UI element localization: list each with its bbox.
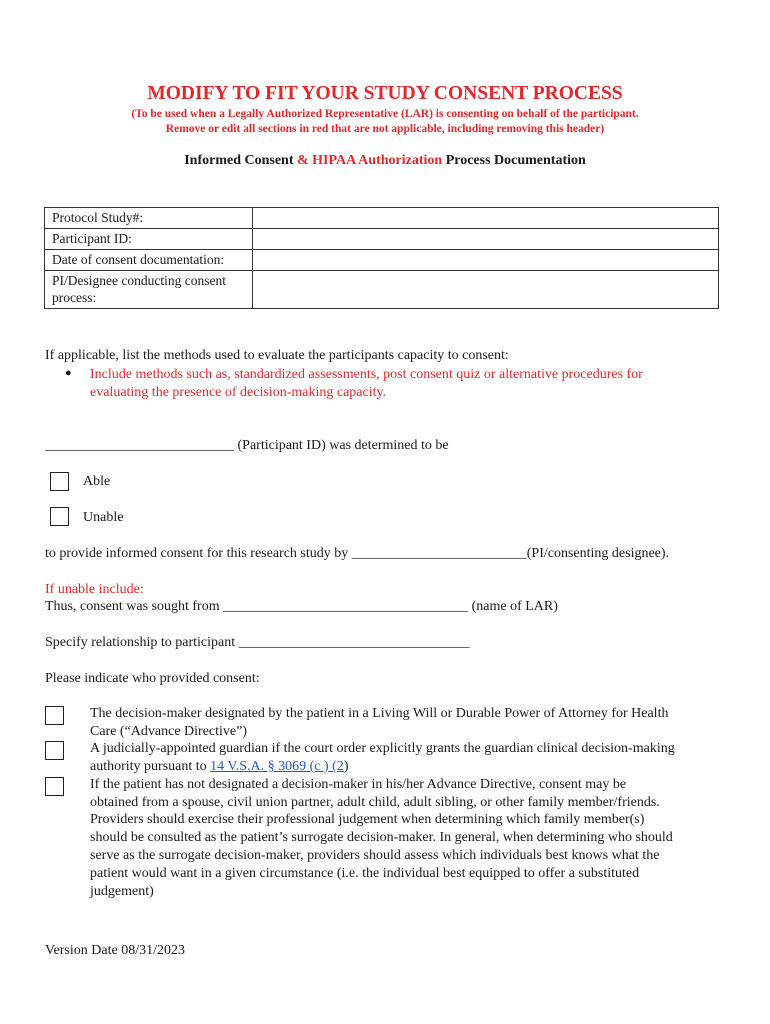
header-instruction-line-2: Remove or edit all sections in red that are not applicable, including removing this header) <box>165 123 605 135</box>
document-heading <box>0 153 770 169</box>
indicate-consent-prompt: Please indicate who provided consent: <box>45 671 260 686</box>
participant-id-label: Participant ID: <box>45 229 253 250</box>
advance-directive-checkbox[interactable] <box>45 706 64 725</box>
lar-sought-line: Thus, consent was sought from ___________________________________ (name of LAR) <box>45 599 558 614</box>
provide-consent-line: to provide informed consent for this research study by _________________________(PI/consenting designee). <box>45 546 670 561</box>
heading-part-hipaa: & HIPAA Authorization <box>296 153 443 168</box>
protocol-study-label: Protocol Study#: <box>45 208 253 229</box>
table-row <box>45 208 719 229</box>
capacity-intro: If applicable, list the methods used to evaluate the participants capacity to consent: <box>45 348 509 363</box>
surrogate-checkbox[interactable] <box>45 777 64 796</box>
table-row <box>45 250 719 271</box>
consent-date-field[interactable] <box>253 250 719 271</box>
bullet-icon: ● <box>65 367 72 379</box>
unable-checkbox[interactable] <box>50 507 69 526</box>
study-info-table <box>44 207 719 309</box>
option-advance-directive-line-2: Care (“Advance Directive”) <box>90 724 248 739</box>
table-row <box>45 271 719 309</box>
statute-link[interactable]: 14 V.S.A. § 3069 (c ) (2 <box>210 759 344 774</box>
option-surrogate-line-5: serve as the surrogate decision-maker, providers should assess which individuals best knows what the <box>90 848 660 863</box>
option-advance-directive-line-1: The decision-maker designated by the patient in a Living Will or Durable Power of Attorney for Health <box>90 706 669 721</box>
guardian-authority-prefix: authority pursuant to <box>90 759 211 774</box>
guardian-checkbox[interactable] <box>45 741 64 760</box>
participant-id-field[interactable] <box>253 229 719 250</box>
pi-designee-label: PI/Designee conducting consent process: <box>45 271 253 309</box>
page-title: MODIFY TO FIT YOUR STUDY CONSENT PROCESS <box>147 83 623 104</box>
option-guardian-line-1: A judicially-appointed guardian if the court order explicitly grants the guardian clinical decision-making <box>90 741 675 756</box>
table-row <box>45 229 719 250</box>
capacity-bullet-line-2: evaluating the presence of decision-making capacity. <box>90 385 387 400</box>
heading-part-process: Process Documentation <box>442 153 586 168</box>
determination-line: ___________________________ (Participant ID) was determined to be <box>45 438 449 453</box>
heading-part-consent: Informed Consent <box>184 153 297 168</box>
relationship-line: Specify relationship to participant _________________________________ <box>45 635 470 650</box>
option-surrogate-line-4: should be consulted as the patient’s surrogate decision-maker. In general, when determining who should <box>90 830 673 845</box>
consent-date-label: Date of consent documentation: <box>45 250 253 271</box>
unable-label: Unable <box>83 510 124 525</box>
option-surrogate-line-6: patient would want in a given circumstance (i.e. the individual best equipped to offer a substituted <box>90 866 640 881</box>
option-surrogate-line-3: Providers should exercise their professional judgement when determining which family member(s) <box>90 812 645 827</box>
protocol-study-field[interactable] <box>253 208 719 229</box>
pi-designee-field[interactable] <box>253 271 719 309</box>
option-surrogate-line-7: judgement) <box>90 884 154 899</box>
guardian-authority-suffix: ) <box>343 759 349 774</box>
able-label: Able <box>83 474 111 489</box>
capacity-bullet-line-1: Include methods such as, standardized assessments, post consent quiz or alternative procedures for <box>90 367 643 382</box>
option-guardian-line-2 <box>90 758 348 776</box>
if-unable-note: If unable include: <box>45 582 144 597</box>
able-checkbox[interactable] <box>50 472 69 491</box>
header-instruction-line-1: (To be used when a Legally Authorized Representative (LAR) is consenting on behalf of the participant. <box>131 108 639 120</box>
version-date: Version Date 08/31/2023 <box>45 943 185 958</box>
option-surrogate-line-1: If the patient has not designated a decision-maker in his/her Advance Directive, consent may be <box>90 777 627 792</box>
option-surrogate-line-2: obtained from a spouse, civil union partner, adult child, adult sibling, or other family member/friends. <box>90 795 660 810</box>
